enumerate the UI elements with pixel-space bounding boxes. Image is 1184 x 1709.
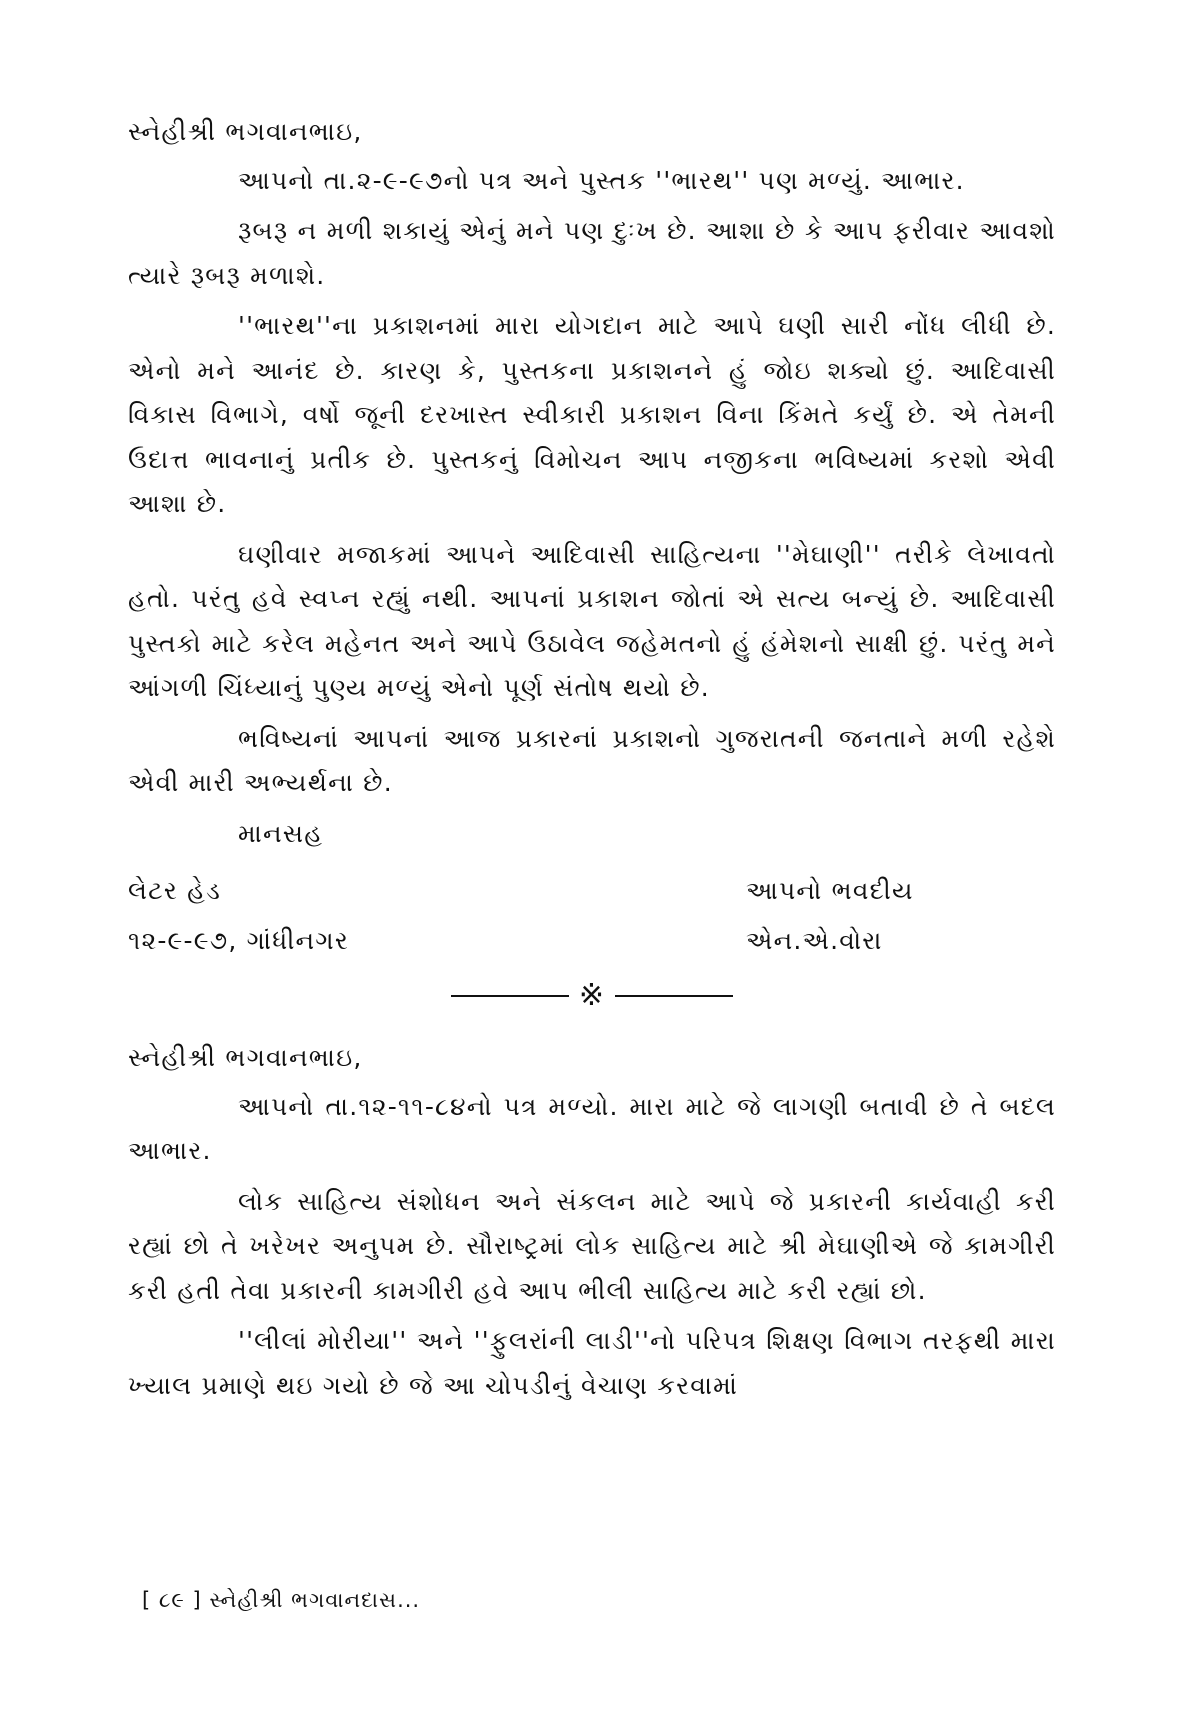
salutation: સ્નેહીશ્રી ભગવાનભાઇ, [128,117,363,146]
sender-details [128,866,349,966]
paragraph: આપનો તા.૧૨-૧૧-૮૪નો પત્ર મળ્યો. મારા માટે જે લાગણી બતાવી છે તે બદલ આભાર. [128,1091,1056,1165]
date-place: ૧૨-૯-૯૭, ગાંધીનગર [128,926,349,955]
valediction: આપનો ભવદીય [746,876,914,905]
divider-line [451,995,569,997]
paragraph: ''લીલાં મોરીયા'' અને ''ફુલરાંની લાડી''નો પરિપત્ર શિક્ષણ વિભાગ તરફથી મારા ખ્યાલ પ્રમાણે થઇ ગયો છે જે આ ચોપડીનું વેચાણ કરવામાં [128,1326,1056,1400]
paragraph: ઘણીવાર મજાકમાં આપને આદિવાસી સાહિત્યના ''મેઘાણી'' તરીકે લેખાવતો હતો. પરંતુ હવે સ્વપ્ન રહ્યું નથી. આપનાં પ્રકાશન જોતાં એ સત્ય બન્યું છે. આદિવાસી પુસ્તકો માટે કરેલ મહેનત અને આપે ઉઠાવેલ જહેમતનો હું હંમેશનો સાક્ષી છું. પરંતુ મને આંગળી ચિંધ્યાનું પુણ્ય મળ્યું એનો પૂર્ણ સંતોષ થયો છે. [128,539,1056,702]
signature-block [128,866,1056,966]
letter-2 [128,1036,1056,1408]
paragraph: લોક સાહિત્ય સંશોધન અને સંકલન માટે આપે જે પ્રકારની કાર્યવાહી કરી રહ્યાં છો તે ખરેખર અનુપમ છે. સૌરાષ્ટ્રમાં લોક સાહિત્ય માટે શ્રી મેઘાણીએ જે કામગીરી કરી હતી તેવા પ્રકારની કામગીરી હવે આપ ભીલી સાહિત્ય માટે કરી રહ્યાં છો. [128,1186,1056,1305]
divider-line [615,995,733,997]
salutation: સ્નેહીશ્રી ભગવાનભાઇ, [128,1043,363,1072]
section-divider [128,974,1056,1018]
closing: માનસહ [238,818,324,848]
letter-1 [128,110,1056,966]
document-page [128,110,1056,1414]
paragraph: ''ભારથ''ના પ્રકાશનમાં મારા યોગદાન માટે આપે ઘણી સારી નોંધ લીધી છે. એનો મને આનંદ છે. કારણ કે, પુસ્તકના પ્રકાશનને હું જોઇ શક્યો છું. આદિવાસી વિકાસ વિભાગે, વર્ષો જૂની દરખાસ્ત સ્વીકારી પ્રકાશન વિના કિંમતે કર્યું છે. એ તેમની ઉદાત્ત ભાવનાનું પ્રતીક છે. પુસ્તકનું વિમોચન આપ નજીકના ભવિષ્યમાં કરશો એવી આશા છે. [128,311,1056,518]
signatory-name: એન.એ.વોરા [746,926,883,955]
paragraph: ભવિષ્યનાં આપનાં આજ પ્રકારનાં પ્રકાશનો ગુજરાતની જનતાને મળી રહેશે એવી મારી અભ્યર્થના છે. [128,723,1056,797]
paragraph: રૂબરૂ ન મળી શકાયું એનું મને પણ દુઃખ છે. આશા છે કે આપ ફરીવાર આવશો ત્યારે રૂબરૂ મળાશે. [128,216,1056,290]
paragraph: આપનો તા.૨-૯-૯૭નો પત્ર અને પુસ્તક ''ભારથ'' પણ મળ્યું. આભાર. [238,165,965,195]
ornament-icon: ※ [578,978,606,1013]
letterhead-note: લેટર હેડ [128,876,222,905]
signatory [746,866,1056,966]
page-footer: [ ૮૯ ] સ્નેહીશ્રી ભગવાનદાસ... [142,1588,421,1612]
